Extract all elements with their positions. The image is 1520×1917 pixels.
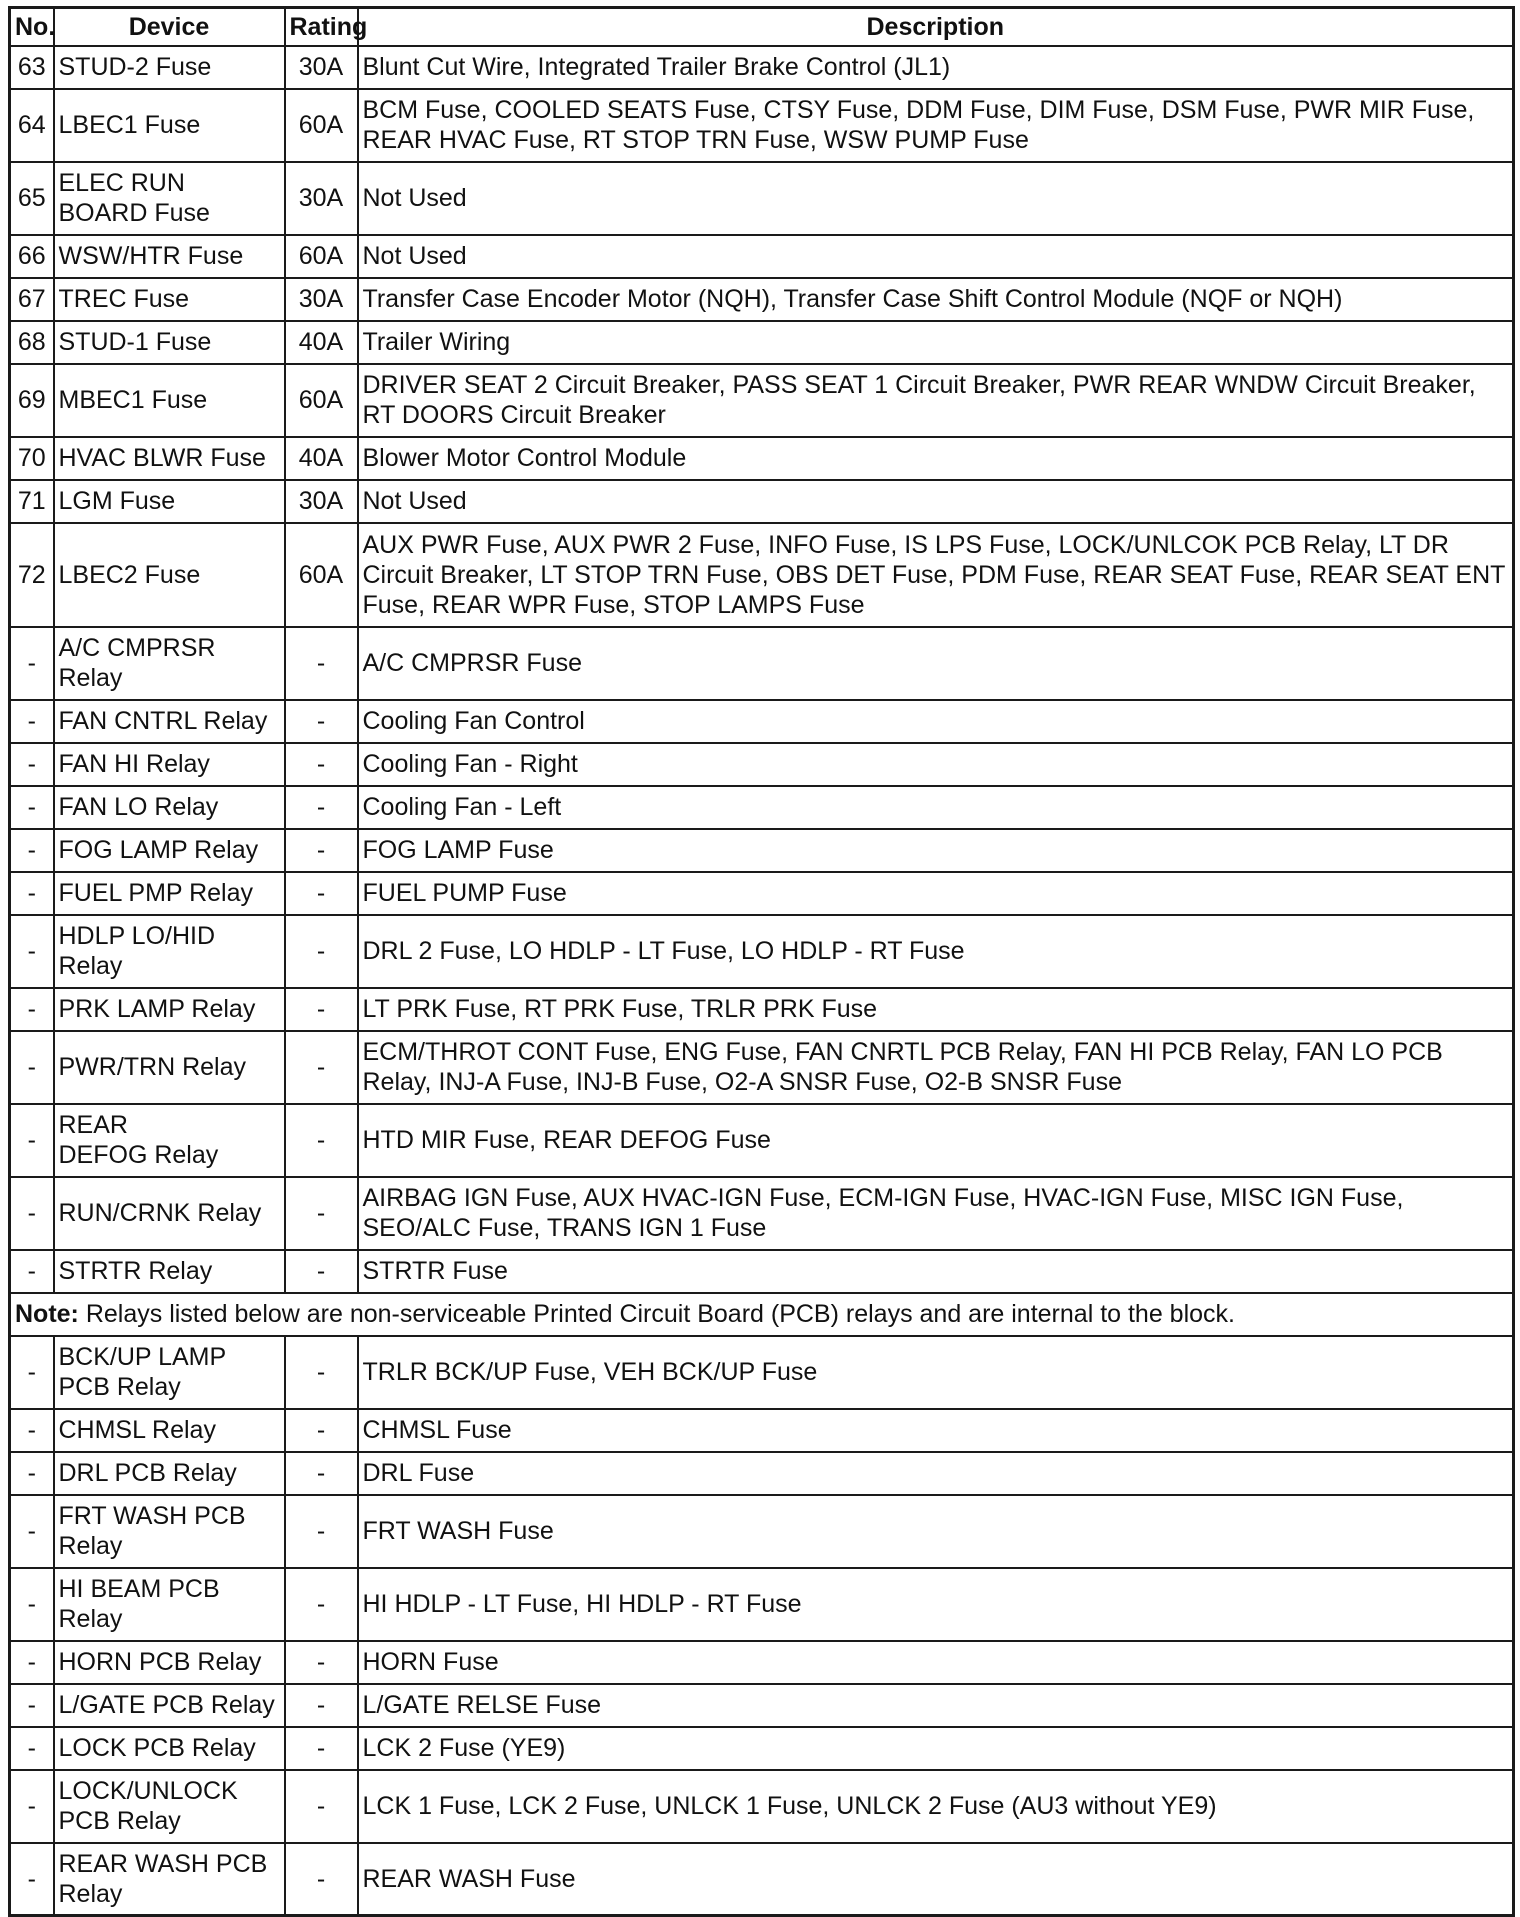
cell-device: FUEL PMP Relay (54, 872, 285, 915)
cell-rating: - (285, 872, 358, 915)
table-row (10, 829, 1514, 872)
table-row (10, 89, 1514, 162)
cell-rating: 60A (285, 235, 358, 278)
fuse-relay-table (8, 6, 1515, 1917)
table-row (10, 1031, 1514, 1104)
cell-device: DRL PCB Relay (54, 1452, 285, 1495)
cell-rating: - (285, 700, 358, 743)
cell-description: Not Used (358, 480, 1514, 523)
cell-device: HI BEAM PCB Relay (54, 1568, 285, 1641)
cell-description: DRL 2 Fuse, LO HDLP - LT Fuse, LO HDLP - RT Fuse (358, 915, 1514, 988)
table-row (10, 1177, 1514, 1250)
cell-no: - (10, 1727, 54, 1770)
table-row (10, 480, 1514, 523)
cell-description: DRL Fuse (358, 1452, 1514, 1495)
cell-device: FOG LAMP Relay (54, 829, 285, 872)
cell-rating: - (285, 1641, 358, 1684)
note-text: Relays listed below are non-serviceable Printed Circuit Board (PCB) relays and are internal to the block. (78, 1300, 1235, 1328)
cell-description: LCK 2 Fuse (YE9) (358, 1727, 1514, 1770)
cell-rating: - (285, 1727, 358, 1770)
cell-description: A/C CMPRSR Fuse (358, 627, 1514, 700)
cell-description: Not Used (358, 235, 1514, 278)
cell-rating: - (285, 1684, 358, 1727)
cell-device: LBEC2 Fuse (54, 523, 285, 627)
cell-rating: - (285, 1409, 358, 1452)
table-row (10, 235, 1514, 278)
cell-rating: 60A (285, 523, 358, 627)
cell-description: STRTR Fuse (358, 1250, 1514, 1293)
cell-no: - (10, 1031, 54, 1104)
cell-no: 69 (10, 364, 54, 437)
table-row (10, 162, 1514, 235)
cell-device: STUD-2 Fuse (54, 46, 285, 89)
cell-rating: 30A (285, 162, 358, 235)
table-row (10, 627, 1514, 700)
cell-rating: - (285, 1177, 358, 1250)
cell-rating: - (285, 1770, 358, 1843)
cell-rating: - (285, 627, 358, 700)
cell-device: A/C CMPRSR Relay (54, 627, 285, 700)
cell-description: HORN Fuse (358, 1641, 1514, 1684)
cell-rating: 40A (285, 437, 358, 480)
cell-device: WSW/HTR Fuse (54, 235, 285, 278)
cell-device: STRTR Relay (54, 1250, 285, 1293)
header-description: Description (358, 8, 1514, 46)
cell-no: - (10, 627, 54, 700)
cell-rating: 60A (285, 364, 358, 437)
cell-rating: - (285, 1031, 358, 1104)
table-row (10, 743, 1514, 786)
cell-device: MBEC1 Fuse (54, 364, 285, 437)
cell-no: - (10, 829, 54, 872)
cell-no: - (10, 1684, 54, 1727)
cell-rating: - (285, 1336, 358, 1409)
cell-no: - (10, 1770, 54, 1843)
table-row (10, 1641, 1514, 1684)
cell-no: 71 (10, 480, 54, 523)
cell-description: Transfer Case Encoder Motor (NQH), Transfer Case Shift Control Module (NQF or NQH) (358, 278, 1514, 321)
cell-description: HI HDLP - LT Fuse, HI HDLP - RT Fuse (358, 1568, 1514, 1641)
cell-device: FRT WASH PCB Relay (54, 1495, 285, 1568)
cell-no: - (10, 872, 54, 915)
cell-no: - (10, 1641, 54, 1684)
cell-no: - (10, 1104, 54, 1177)
cell-no: - (10, 1177, 54, 1250)
cell-description: FOG LAMP Fuse (358, 829, 1514, 872)
cell-no: - (10, 743, 54, 786)
cell-device: FAN LO Relay (54, 786, 285, 829)
cell-device: LGM Fuse (54, 480, 285, 523)
table-row (10, 1843, 1514, 1916)
cell-description: ECM/THROT CONT Fuse, ENG Fuse, FAN CNRTL PCB Relay, FAN HI PCB Relay, FAN LO PCB Relay, INJ-A Fuse, INJ-B Fuse, O2-A SNSR Fuse, O2-B SNSR Fuse (358, 1031, 1514, 1104)
cell-device: RUN/CRNK Relay (54, 1177, 285, 1250)
table-row (10, 1568, 1514, 1641)
cell-description: CHMSL Fuse (358, 1409, 1514, 1452)
cell-rating: 30A (285, 480, 358, 523)
cell-no: 72 (10, 523, 54, 627)
table-row (10, 278, 1514, 321)
cell-device: HORN PCB Relay (54, 1641, 285, 1684)
cell-no: 66 (10, 235, 54, 278)
cell-rating: - (285, 1104, 358, 1177)
cell-description: AIRBAG IGN Fuse, AUX HVAC-IGN Fuse, ECM-IGN Fuse, HVAC-IGN Fuse, MISC IGN Fuse, SEO/ALC Fuse, TRANS IGN 1 Fuse (358, 1177, 1514, 1250)
cell-description: FRT WASH Fuse (358, 1495, 1514, 1568)
cell-device: L/GATE PCB Relay (54, 1684, 285, 1727)
table-row (10, 1250, 1514, 1293)
cell-rating: - (285, 1568, 358, 1641)
table-row (10, 1336, 1514, 1409)
cell-no: - (10, 915, 54, 988)
cell-device: CHMSL Relay (54, 1409, 285, 1452)
cell-device: HVAC BLWR Fuse (54, 437, 285, 480)
cell-no: - (10, 786, 54, 829)
cell-no: - (10, 1843, 54, 1916)
note-label: Note: (15, 1300, 79, 1328)
cell-description: REAR WASH Fuse (358, 1843, 1514, 1916)
cell-no: - (10, 988, 54, 1031)
cell-rating: 40A (285, 321, 358, 364)
table-row (10, 1770, 1514, 1843)
cell-device: BCK/UP LAMP PCB Relay (54, 1336, 285, 1409)
cell-rating: - (285, 988, 358, 1031)
cell-no: - (10, 700, 54, 743)
table-row (10, 1104, 1514, 1177)
table-row (10, 46, 1514, 89)
cell-device: LOCK/UNLOCK PCB Relay (54, 1770, 285, 1843)
cell-rating: - (285, 1250, 358, 1293)
cell-description: L/GATE RELSE Fuse (358, 1684, 1514, 1727)
cell-no: - (10, 1568, 54, 1641)
cell-description: FUEL PUMP Fuse (358, 872, 1514, 915)
cell-device: PRK LAMP Relay (54, 988, 285, 1031)
cell-device: STUD-1 Fuse (54, 321, 285, 364)
table-row (10, 988, 1514, 1031)
cell-description: LT PRK Fuse, RT PRK Fuse, TRLR PRK Fuse (358, 988, 1514, 1031)
cell-description: BCM Fuse, COOLED SEATS Fuse, CTSY Fuse, DDM Fuse, DIM Fuse, DSM Fuse, PWR MIR Fuse, REAR HVAC Fuse, RT STOP TRN Fuse, WSW PUMP Fuse (358, 89, 1514, 162)
cell-description: Cooling Fan Control (358, 700, 1514, 743)
cell-rating: - (285, 829, 358, 872)
cell-device: REAR WASH PCB Relay (54, 1843, 285, 1916)
cell-description: TRLR BCK/UP Fuse, VEH BCK/UP Fuse (358, 1336, 1514, 1409)
cell-device: REAR DEFOG Relay (54, 1104, 285, 1177)
note-cell (10, 1293, 1514, 1336)
cell-device: LBEC1 Fuse (54, 89, 285, 162)
cell-device: ELEC RUN BOARD Fuse (54, 162, 285, 235)
table-row (10, 437, 1514, 480)
header-rating: Rating (285, 8, 358, 46)
table-row (10, 523, 1514, 627)
cell-description: Blower Motor Control Module (358, 437, 1514, 480)
cell-description: Cooling Fan - Right (358, 743, 1514, 786)
cell-no: 68 (10, 321, 54, 364)
cell-no: 63 (10, 46, 54, 89)
cell-description: DRIVER SEAT 2 Circuit Breaker, PASS SEAT 1 Circuit Breaker, PWR REAR WNDW Circuit Breaker, RT DOORS Circuit Breaker (358, 364, 1514, 437)
cell-rating: 30A (285, 46, 358, 89)
header-device: Device (54, 8, 285, 46)
fuse-table-container (8, 6, 1512, 1917)
cell-no: - (10, 1495, 54, 1568)
cell-rating: 60A (285, 89, 358, 162)
table-row (10, 1727, 1514, 1770)
cell-rating: - (285, 743, 358, 786)
cell-description: Blunt Cut Wire, Integrated Trailer Brake Control (JL1) (358, 46, 1514, 89)
cell-device: TREC Fuse (54, 278, 285, 321)
table-row (10, 872, 1514, 915)
table-header-row (10, 8, 1514, 46)
table-row (10, 1409, 1514, 1452)
cell-no: - (10, 1336, 54, 1409)
cell-description: Not Used (358, 162, 1514, 235)
table-row (10, 1495, 1514, 1568)
cell-description: HTD MIR Fuse, REAR DEFOG Fuse (358, 1104, 1514, 1177)
cell-no: - (10, 1409, 54, 1452)
table-row (10, 1684, 1514, 1727)
cell-device: FAN HI Relay (54, 743, 285, 786)
cell-device: LOCK PCB Relay (54, 1727, 285, 1770)
cell-rating: - (285, 1452, 358, 1495)
table-row (10, 786, 1514, 829)
header-no: No. (10, 8, 54, 46)
cell-no: - (10, 1452, 54, 1495)
cell-rating: - (285, 915, 358, 988)
cell-rating: - (285, 786, 358, 829)
cell-no: - (10, 1250, 54, 1293)
table-row (10, 915, 1514, 988)
table-row (10, 321, 1514, 364)
cell-no: 70 (10, 437, 54, 480)
cell-rating: - (285, 1843, 358, 1916)
table-row (10, 364, 1514, 437)
table-row (10, 1452, 1514, 1495)
cell-description: AUX PWR Fuse, AUX PWR 2 Fuse, INFO Fuse, IS LPS Fuse, LOCK/UNLCOK PCB Relay, LT DR Circuit Breaker, LT STOP TRN Fuse, OBS DET Fuse, PDM Fuse, REAR SEAT Fuse, REAR SEAT ENT Fuse, REAR WPR Fuse, STOP LAMPS Fuse (358, 523, 1514, 627)
cell-rating: - (285, 1495, 358, 1568)
cell-no: 67 (10, 278, 54, 321)
note-row (10, 1293, 1514, 1336)
table-row (10, 700, 1514, 743)
cell-device: PWR/TRN Relay (54, 1031, 285, 1104)
cell-description: LCK 1 Fuse, LCK 2 Fuse, UNLCK 1 Fuse, UNLCK 2 Fuse (AU3 without YE9) (358, 1770, 1514, 1843)
cell-rating: 30A (285, 278, 358, 321)
cell-description: Trailer Wiring (358, 321, 1514, 364)
cell-no: 65 (10, 162, 54, 235)
cell-device: FAN CNTRL Relay (54, 700, 285, 743)
cell-description: Cooling Fan - Left (358, 786, 1514, 829)
cell-no: 64 (10, 89, 54, 162)
cell-device: HDLP LO/HID Relay (54, 915, 285, 988)
